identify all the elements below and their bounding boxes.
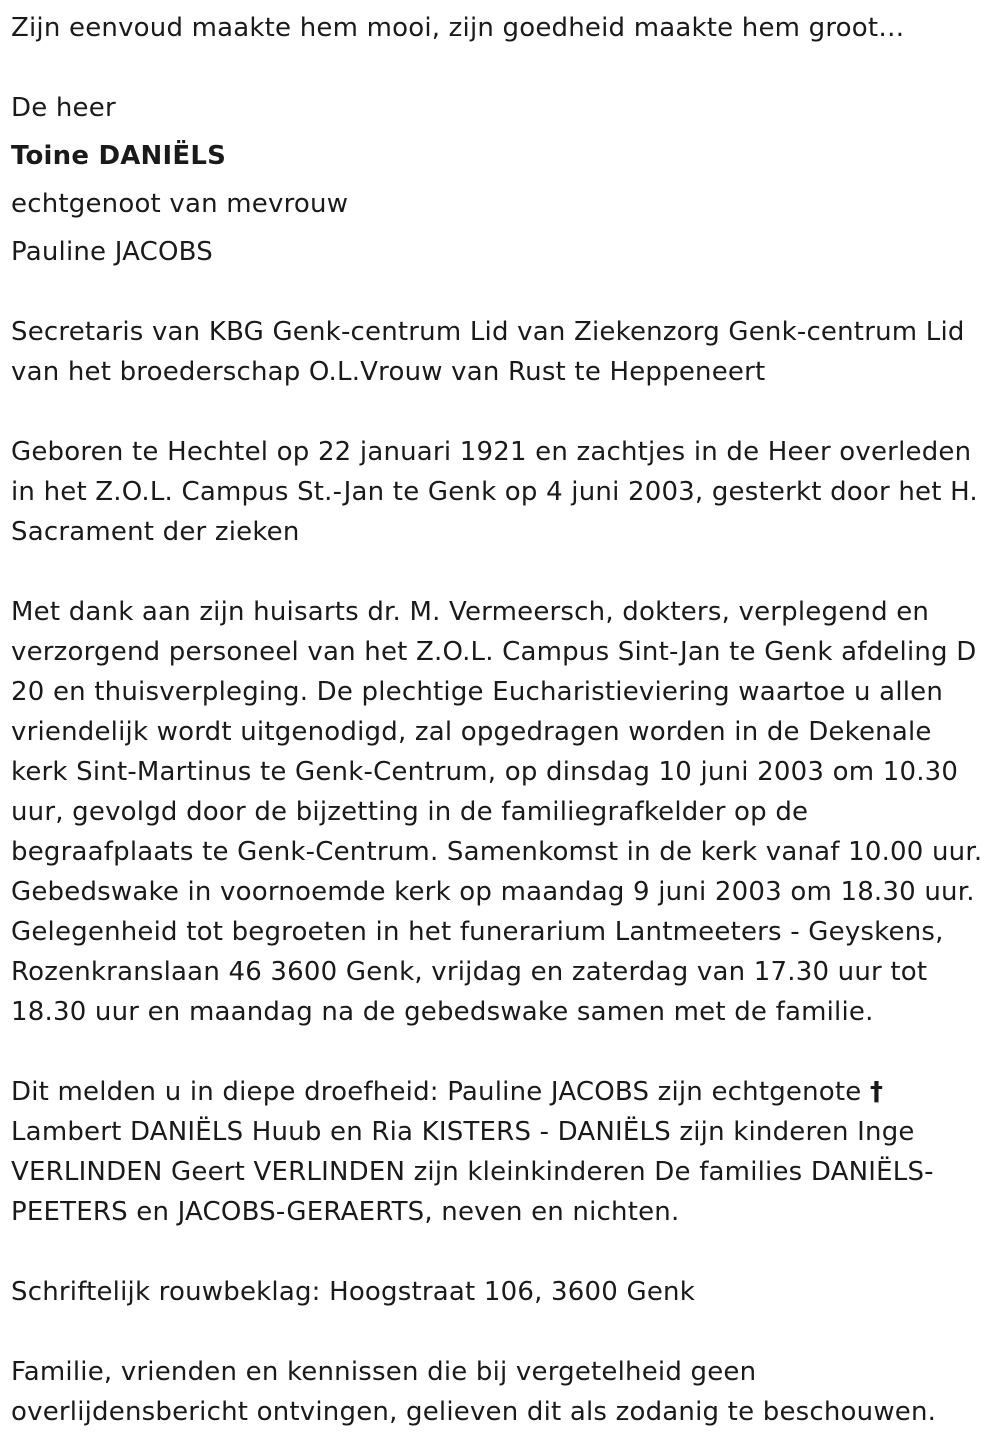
birth-death-line: Geboren te Hechtel op 22 januari 1921 en zachtjes in de Heer overleden [11, 437, 972, 467]
condolence-address: Schriftelijk rouwbeklag: Hoogstraat 106, 3600 Genk [11, 1277, 695, 1307]
closing-line: overlijdensbericht ontvingen, gelieven dit als zodanig te beschouwen. [11, 1397, 937, 1427]
service-line: vriendelijk wordt uitgenodigd, zal opgedragen worden in de Dekenale [11, 717, 932, 747]
service-line: 20 en thuisverpleging. De plechtige Eucharistieviering waartoe u allen [11, 677, 944, 707]
service-line: verzorgend personeel van het Z.O.L. Campus Sint-Jan te Genk afdeling D [11, 637, 977, 667]
service-line: Gebedswake in voornoemde kerk op maandag 9 juni 2003 om 18.30 uur. [11, 877, 975, 907]
salutation: De heer [11, 93, 116, 123]
motto: Zijn eenvoud maakte hem mooi, zijn goedheid maakte hem groot… [11, 13, 905, 43]
service-line: uur, gevolgd door de bijzetting in de familiegrafkelder op de [11, 797, 809, 827]
spouse-name: Pauline JACOBS [11, 237, 213, 267]
birth-death-line: Sacrament der zieken [11, 517, 300, 547]
service-line: Rozenkranslaan 46 3600 Genk, vrijdag en zaterdag van 17.30 uur tot [11, 957, 928, 987]
spouse-intro: echtgenoot van mevrouw [11, 189, 349, 219]
family-line [11, 1072, 996, 1112]
service-line: Met dank aan zijn huisarts dr. M. Vermeersch, dokters, verplegend en [11, 597, 930, 627]
service-line: 18.30 uur en maandag na de gebedswake samen met de familie. [11, 997, 874, 1027]
cross-icon: † [869, 1077, 884, 1107]
functions-line: Secretaris van KBG Genk-centrum Lid van Ziekenzorg Genk-centrum Lid [11, 317, 965, 347]
family-line: VERLINDEN Geert VERLINDEN zijn kleinkinderen De families DANIËLS- [11, 1157, 934, 1187]
closing-line: Familie, vrienden en kennissen die bij vergetelheid geen [11, 1357, 757, 1387]
service-line: Gelegenheid tot begroeten in het funerarium Lantmeeters - Geyskens, [11, 917, 944, 947]
family-line: PEETERS en JACOBS-GERAERTS, neven en nichten. [11, 1197, 680, 1227]
birth-death-line: in het Z.O.L. Campus St.-Jan te Genk op 4 juni 2003, gesterkt door het H. [11, 477, 978, 507]
service-line: kerk Sint-Martinus te Genk-Centrum, op dinsdag 10 juni 2003 om 10.30 [11, 757, 959, 787]
deceased-name: Toine DANIËLS [11, 141, 227, 171]
death-notice [11, 8, 996, 1432]
service-line: begraafplaats te Genk-Centrum. Samenkomst in de kerk vanaf 10.00 uur. [11, 837, 983, 867]
family-line: Lambert DANIËLS Huub en Ria KISTERS - DANIËLS zijn kinderen Inge [11, 1117, 915, 1147]
family-first-text: Dit melden u in diepe droefheid: Pauline JACOBS zijn echtgenote [11, 1077, 862, 1107]
functions-line: van het broederschap O.L.Vrouw van Rust te Heppeneert [11, 357, 766, 387]
